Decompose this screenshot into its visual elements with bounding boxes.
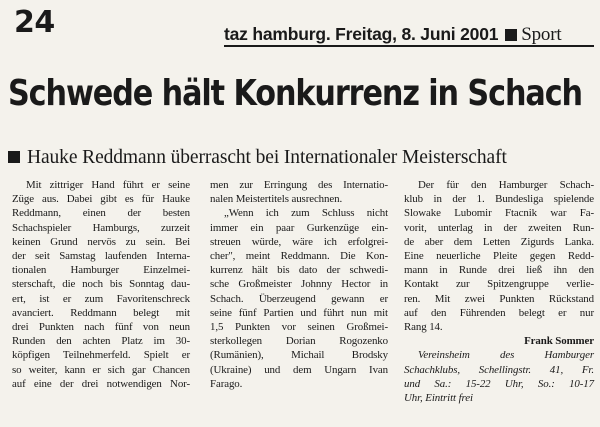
text-line: Schachspieler Hamburgs, zurzeit	[12, 221, 190, 234]
text-line: Kontakt zur Spitzengruppe verlie-	[404, 278, 594, 291]
text-line: tionalen Hamburger Einzelmei-	[12, 264, 190, 277]
text-line: auf den Führenden belegt er nur	[404, 306, 594, 319]
text-line: der seit Samstag laufenden Interna-	[12, 250, 190, 263]
text-line: cher", meint Reddmann. Die Kon-	[210, 250, 388, 263]
page-number: 24	[14, 5, 55, 40]
text-line: vorit, unterlag in der zweiten Run-	[404, 221, 594, 234]
masthead-rule	[224, 45, 594, 47]
text-line: mann in Runde drei ließ ihn den	[404, 264, 594, 277]
text-line: Der für den Hamburger Schach-	[418, 179, 594, 191]
text-line: drei Punkten nach fünf von neun	[12, 321, 190, 334]
info-line: Vereinsheim des Hamburger	[418, 349, 594, 362]
text-line: Eine neuerliche Pleite gegen Redd-	[404, 250, 594, 263]
text-line: nalen Meistertitels ausrechnen.	[210, 193, 343, 206]
text-line: klub in der 1. Bundesliga spielende	[404, 193, 594, 206]
text-line: sterschaft, die noch bis Sonntag dau-	[12, 278, 190, 291]
text-line: sterkollegen Dorian Rogozenko	[210, 335, 388, 348]
text-line: Farago.	[210, 377, 243, 390]
text-line: avanciert. Reddmann belegt mit	[12, 306, 190, 319]
info-line: und Sa.: 15-22 Uhr, So.: 10-17	[404, 377, 594, 390]
text-line: Schach. Überzeugend gewann er	[210, 292, 388, 305]
masthead	[224, 24, 592, 46]
article-headline: Schwede hält Konkurrenz in Schach	[8, 73, 582, 114]
text-line: de aber dem Letten Zigurds Lanka.	[404, 235, 594, 248]
subheadline-text: Hauke Reddmann überrascht bei Internationaler Meisterschaft	[27, 147, 507, 168]
square-bullet-icon	[8, 151, 20, 163]
text-line: auf eine der drei notwendigen Nor-	[12, 377, 190, 390]
text-line: seine fünf Partien und führt nun mit	[210, 306, 388, 319]
publication-name: taz hamburg.	[224, 24, 331, 44]
text-line: so weiter, kann er sich gar Chancen	[12, 363, 190, 376]
article-author: Frank Sommer	[524, 335, 594, 348]
info-line: Uhr, Eintritt frei	[404, 392, 473, 405]
text-line: sche Großmeister Johnny Hector in	[210, 278, 388, 291]
text-line: men zur Erringung des Internatio-	[210, 179, 388, 191]
text-line: ren. Mit zwei Punkten Rückstand	[404, 292, 594, 305]
text-line: „Wenn ich zum Schluss nicht	[224, 207, 388, 220]
text-line: Runden den achten Platz im 30-	[12, 335, 190, 348]
text-line: ert, ist er zum Favoritenschreck	[12, 292, 190, 305]
issue-date: Freitag, 8. Juni 2001	[335, 24, 499, 44]
text-line: kurrenz hält bis dato der schwedi-	[210, 264, 388, 277]
square-bullet-icon	[505, 29, 517, 41]
article-column-2	[210, 178, 388, 391]
text-line: streuen würde, wäre ich erfolgrei-	[210, 235, 388, 248]
section-name: Sport	[521, 24, 562, 45]
info-line: Schachklubs, Schellingstr. 41, Fr.	[404, 363, 594, 376]
text-line: Züge aus. Dabei gibt es für Hauke	[12, 193, 190, 206]
text-line: köpfigen Teilnehmerfeld. Spielt er	[12, 349, 190, 362]
text-line: Mit zittriger Hand führt er seine	[26, 179, 190, 191]
text-line: (Rumänien), Michail Brodsky	[210, 349, 388, 362]
text-line: 1,5 Punkten vor seinen Großmei-	[210, 321, 388, 334]
text-line: (Ukraine) und dem Ungarn Ivan	[210, 363, 388, 376]
article-column-1	[12, 178, 190, 391]
article-column-3	[404, 178, 594, 405]
text-line: Reddmann, einen der besten	[12, 207, 190, 220]
text-line: immer ein paar Gurkenzüge ein-	[210, 221, 388, 234]
text-line: keinen Grund nervös zu sein. Bei	[12, 235, 190, 248]
text-line: Slowake Lubomir Ftacnik war Fa-	[404, 207, 594, 220]
text-line: Rang 14.	[404, 321, 443, 334]
article-subheadline	[8, 147, 507, 169]
